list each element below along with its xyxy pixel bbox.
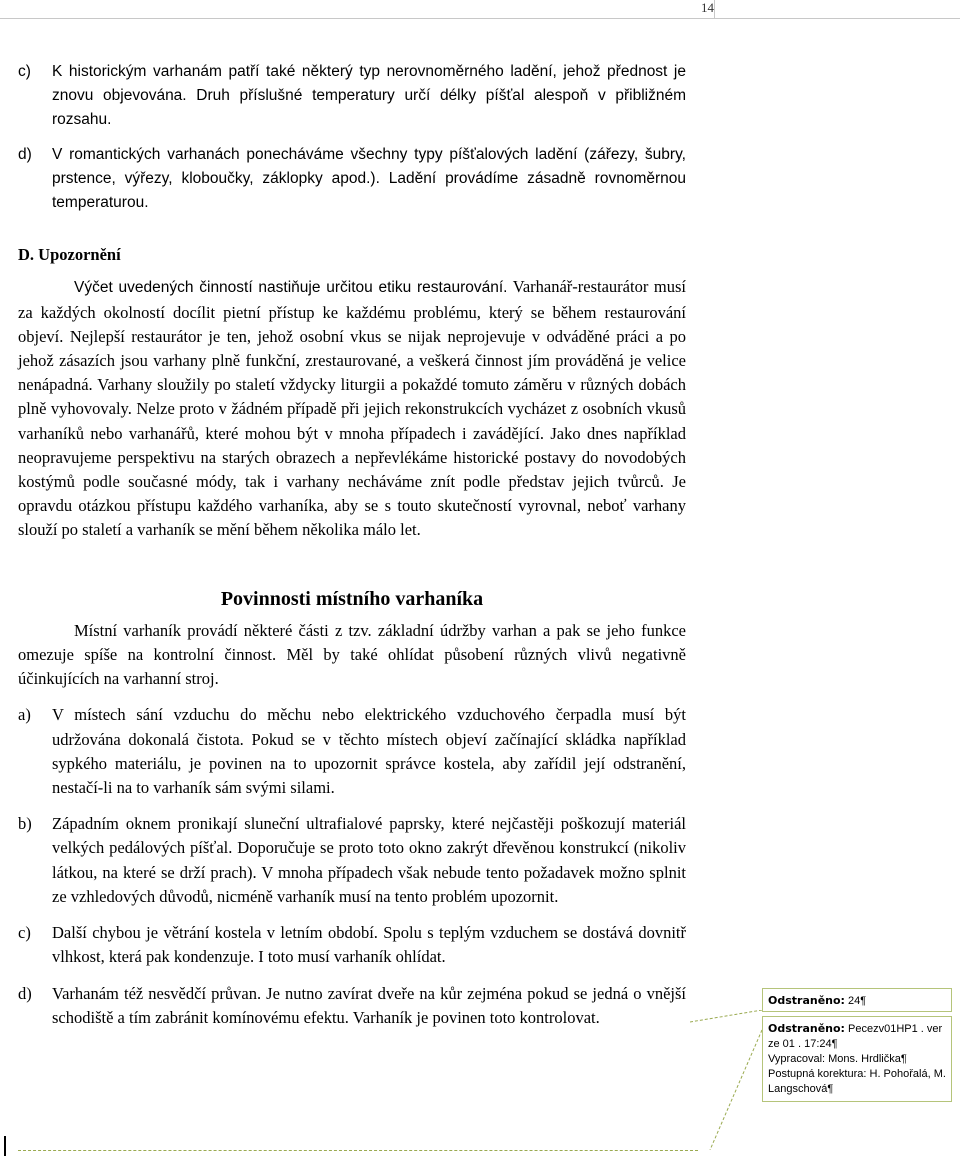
comment-corrector: Postupná korektura: H. Pohořalá, M. Langschová¶ <box>768 1068 946 1095</box>
paragraph-lead: Výčet uvedených činností nastiňuje určitou etiku restaurování. <box>74 279 508 297</box>
page-header-rule <box>0 18 960 19</box>
list-item-label: a) <box>18 705 31 725</box>
list-item-label: c) <box>18 63 31 80</box>
document-body <box>18 60 686 1030</box>
ethics-paragraph <box>18 275 686 542</box>
revision-comment-deleted-details[interactable] <box>762 1016 952 1102</box>
list-item-d <box>18 143 686 216</box>
list-item-label: c) <box>18 923 31 943</box>
list-item-text: Západním oknem pronikají sluneční ultrafialové paprsky, které nejčastěji poškozují materiál velkých pedálových píšťal. Doporučuje se proto toto okno zakrýt dřevěnou konstrukcí (nikoliv látkou, na které se drží prach). V mnoha případech však nebude tento požadavek možno splnit ze vzhledových důvodů, nicméně varhaník musí na tento problém upozornit. <box>52 814 686 906</box>
paragraph-body: Varhanář-restaurátor musí za každých okolností docílit pietní přístup ke každému problému, který se během restaurování objeví. Nejlepší restaurátor je ten, jehož osobní vkus se nijak neprojevuje v odváděné práci a po jehož zásazích jsou varhany plně funkční, zrestaurované, a veškerá činnost jím prováděná je velice nenápadná. Varhany sloužily po staletí vždycky liturgii a pokaždé tomuto záměru v různých dobách plně vyhovovaly. Nelze proto v žádném případě při jejich rekonstrukcích vycházet z osobních vkusů varhaníků nebo varhanářů, které mohou být v mnoha případech i zavádějící. Jako dnes například neopravujeme perspektivu na starých obrazech a nepřevlékáme historické postavy do novodobých kostýmů podle současné módy, tak i varhany necháváme znít podle představ jejich tvůrců. Je opravdu otázkou přístupu každého varhaníka, aby se s touto skutečností vyrovnal, neboť varhany slouží po staletí a varhaník se mění během několika málo let. <box>18 277 686 540</box>
comment-value: Pecezv01HP1 . ver ze 01 . 17:24¶ <box>768 1023 943 1050</box>
list-item-text: K historickým varhanám patří také některý typ nerovnoměrného ladění, jehož přednost je znovu objevována. Druh příslušné temperatury určí délky píšťal alespoň v přibližném rozsahu. <box>52 63 686 129</box>
comment-label: Odstraněno: <box>768 1022 845 1035</box>
list-item-label: b) <box>18 814 32 834</box>
list-item-text: Další chybou je větrání kostela v letním období. Spolu s teplým vzduchem se dostává dovnitř vlhkost, která pak kondenzuje. I toto musí varhaník ohlídat. <box>52 923 686 967</box>
duty-item-a <box>18 703 686 800</box>
list-item-label: d) <box>18 145 32 163</box>
list-item-text: Varhanám též nesvědčí průvan. Je nutno zavírat dveře na kůr zejména pokud se jedná o vnější schodiště a tím zabránit komínovému efektu. Varhaník je povinen toto kontrolovat. <box>52 983 686 1027</box>
comment-value: 24¶ <box>848 995 867 1007</box>
duty-item-d <box>18 982 686 1030</box>
duty-item-c <box>18 921 686 969</box>
comment-anchor-line <box>18 1150 698 1151</box>
list-item-text: V místech sání vzduchu do měchu nebo elektrického vzduchového čerpadla musí být udržována dokonalá čistota. Pokud se v těchto místech objeví začínající skládka například sypkého materiálu, je povinen na to upozornit správce kostela, aby zařídil její odstranění, nestačí-li na to varhaník sám svými silami. <box>52 705 686 798</box>
page-number: 14 <box>701 0 714 15</box>
section-title: Povinnosti místního varhaníka <box>220 587 484 610</box>
list-item-c <box>18 60 686 133</box>
comment-label: Odstraněno: <box>768 994 845 1007</box>
page-margin-rule <box>714 0 715 18</box>
revision-comment-deleted[interactable] <box>762 988 952 1012</box>
comment-author: Vypracoval: Mons. Hrdlička¶ <box>768 1053 907 1065</box>
duties-intro: Místní varhaník provádí některé části z tzv. základní údržby varhan a pak se jeho funkce omezuje spíše na kontrolní činnost. Měl by také ohlídat působení různých vlivů negativně účinkujících na varhanní stroj. <box>18 620 686 689</box>
comment-connector <box>690 1010 762 1150</box>
list-item-label: d) <box>18 983 32 1003</box>
duty-item-b <box>18 812 686 909</box>
text-cursor-mark <box>4 1136 6 1156</box>
list-item-text: V romantických varhanách ponecháváme všechny typy píšťalových ladění (zářezy, šubry, prstence, výřezy, kloboučky, záklopky apod.). Ladění provádíme zásadně rovnoměrnou temperaturou. <box>52 145 686 212</box>
section-heading: D. Upozornění <box>18 245 121 265</box>
